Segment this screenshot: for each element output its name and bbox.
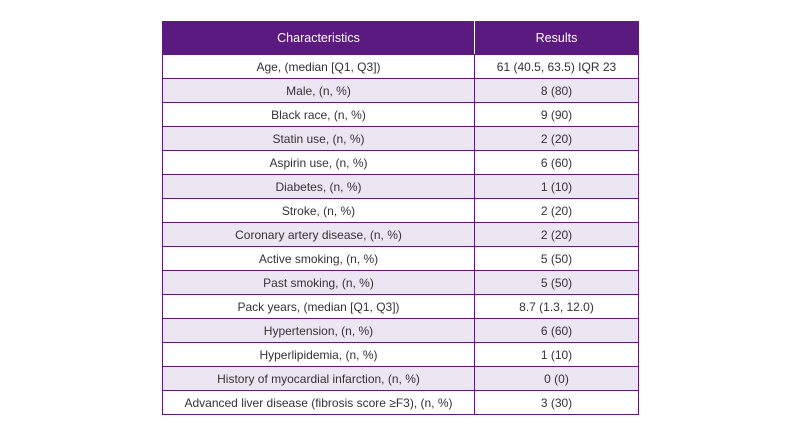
characteristic-cell: Hypertension, (n, %) (163, 319, 475, 343)
characteristic-cell: Hyperlipidemia, (n, %) (163, 343, 475, 367)
characteristic-cell: Male, (n, %) (163, 79, 475, 103)
table-row (163, 319, 639, 343)
table-row (163, 295, 639, 319)
result-cell: 6 (60) (475, 319, 639, 343)
characteristics-table (162, 21, 639, 415)
table-row (163, 79, 639, 103)
header-characteristics: Characteristics (163, 22, 475, 55)
result-cell: 5 (50) (475, 247, 639, 271)
characteristic-cell: Coronary artery disease, (n, %) (163, 223, 475, 247)
result-cell: 6 (60) (475, 151, 639, 175)
header-row (163, 22, 639, 55)
result-cell: 3 (30) (475, 391, 639, 415)
characteristic-cell: Active smoking, (n, %) (163, 247, 475, 271)
table-row (163, 199, 639, 223)
result-cell: 2 (20) (475, 127, 639, 151)
result-cell: 5 (50) (475, 271, 639, 295)
table-row (163, 223, 639, 247)
table-row (163, 127, 639, 151)
table-row (163, 271, 639, 295)
table-row (163, 343, 639, 367)
result-cell: 8.7 (1.3, 12.0) (475, 295, 639, 319)
characteristic-cell: History of myocardial infarction, (n, %) (163, 367, 475, 391)
result-cell: 61 (40.5, 63.5) IQR 23 (475, 55, 639, 79)
table-row (163, 151, 639, 175)
header-results: Results (475, 22, 639, 55)
table-row (163, 247, 639, 271)
result-cell: 2 (20) (475, 223, 639, 247)
characteristic-cell: Black race, (n, %) (163, 103, 475, 127)
result-cell: 0 (0) (475, 367, 639, 391)
table-row (163, 175, 639, 199)
characteristic-cell: Stroke, (n, %) (163, 199, 475, 223)
table-body (163, 55, 639, 415)
result-cell: 9 (90) (475, 103, 639, 127)
characteristic-cell: Age, (median [Q1, Q3]) (163, 55, 475, 79)
characteristic-cell: Past smoking, (n, %) (163, 271, 475, 295)
table-header (163, 22, 639, 55)
characteristic-cell: Statin use, (n, %) (163, 127, 475, 151)
characteristic-cell: Advanced liver disease (fibrosis score ≥F3), (n, %) (163, 391, 475, 415)
result-cell: 1 (10) (475, 175, 639, 199)
table-row (163, 103, 639, 127)
characteristics-table-container (162, 21, 638, 415)
result-cell: 8 (80) (475, 79, 639, 103)
table-row (163, 391, 639, 415)
characteristic-cell: Aspirin use, (n, %) (163, 151, 475, 175)
characteristic-cell: Diabetes, (n, %) (163, 175, 475, 199)
table-row (163, 367, 639, 391)
table-row (163, 55, 639, 79)
result-cell: 1 (10) (475, 343, 639, 367)
characteristic-cell: Pack years, (median [Q1, Q3]) (163, 295, 475, 319)
result-cell: 2 (20) (475, 199, 639, 223)
